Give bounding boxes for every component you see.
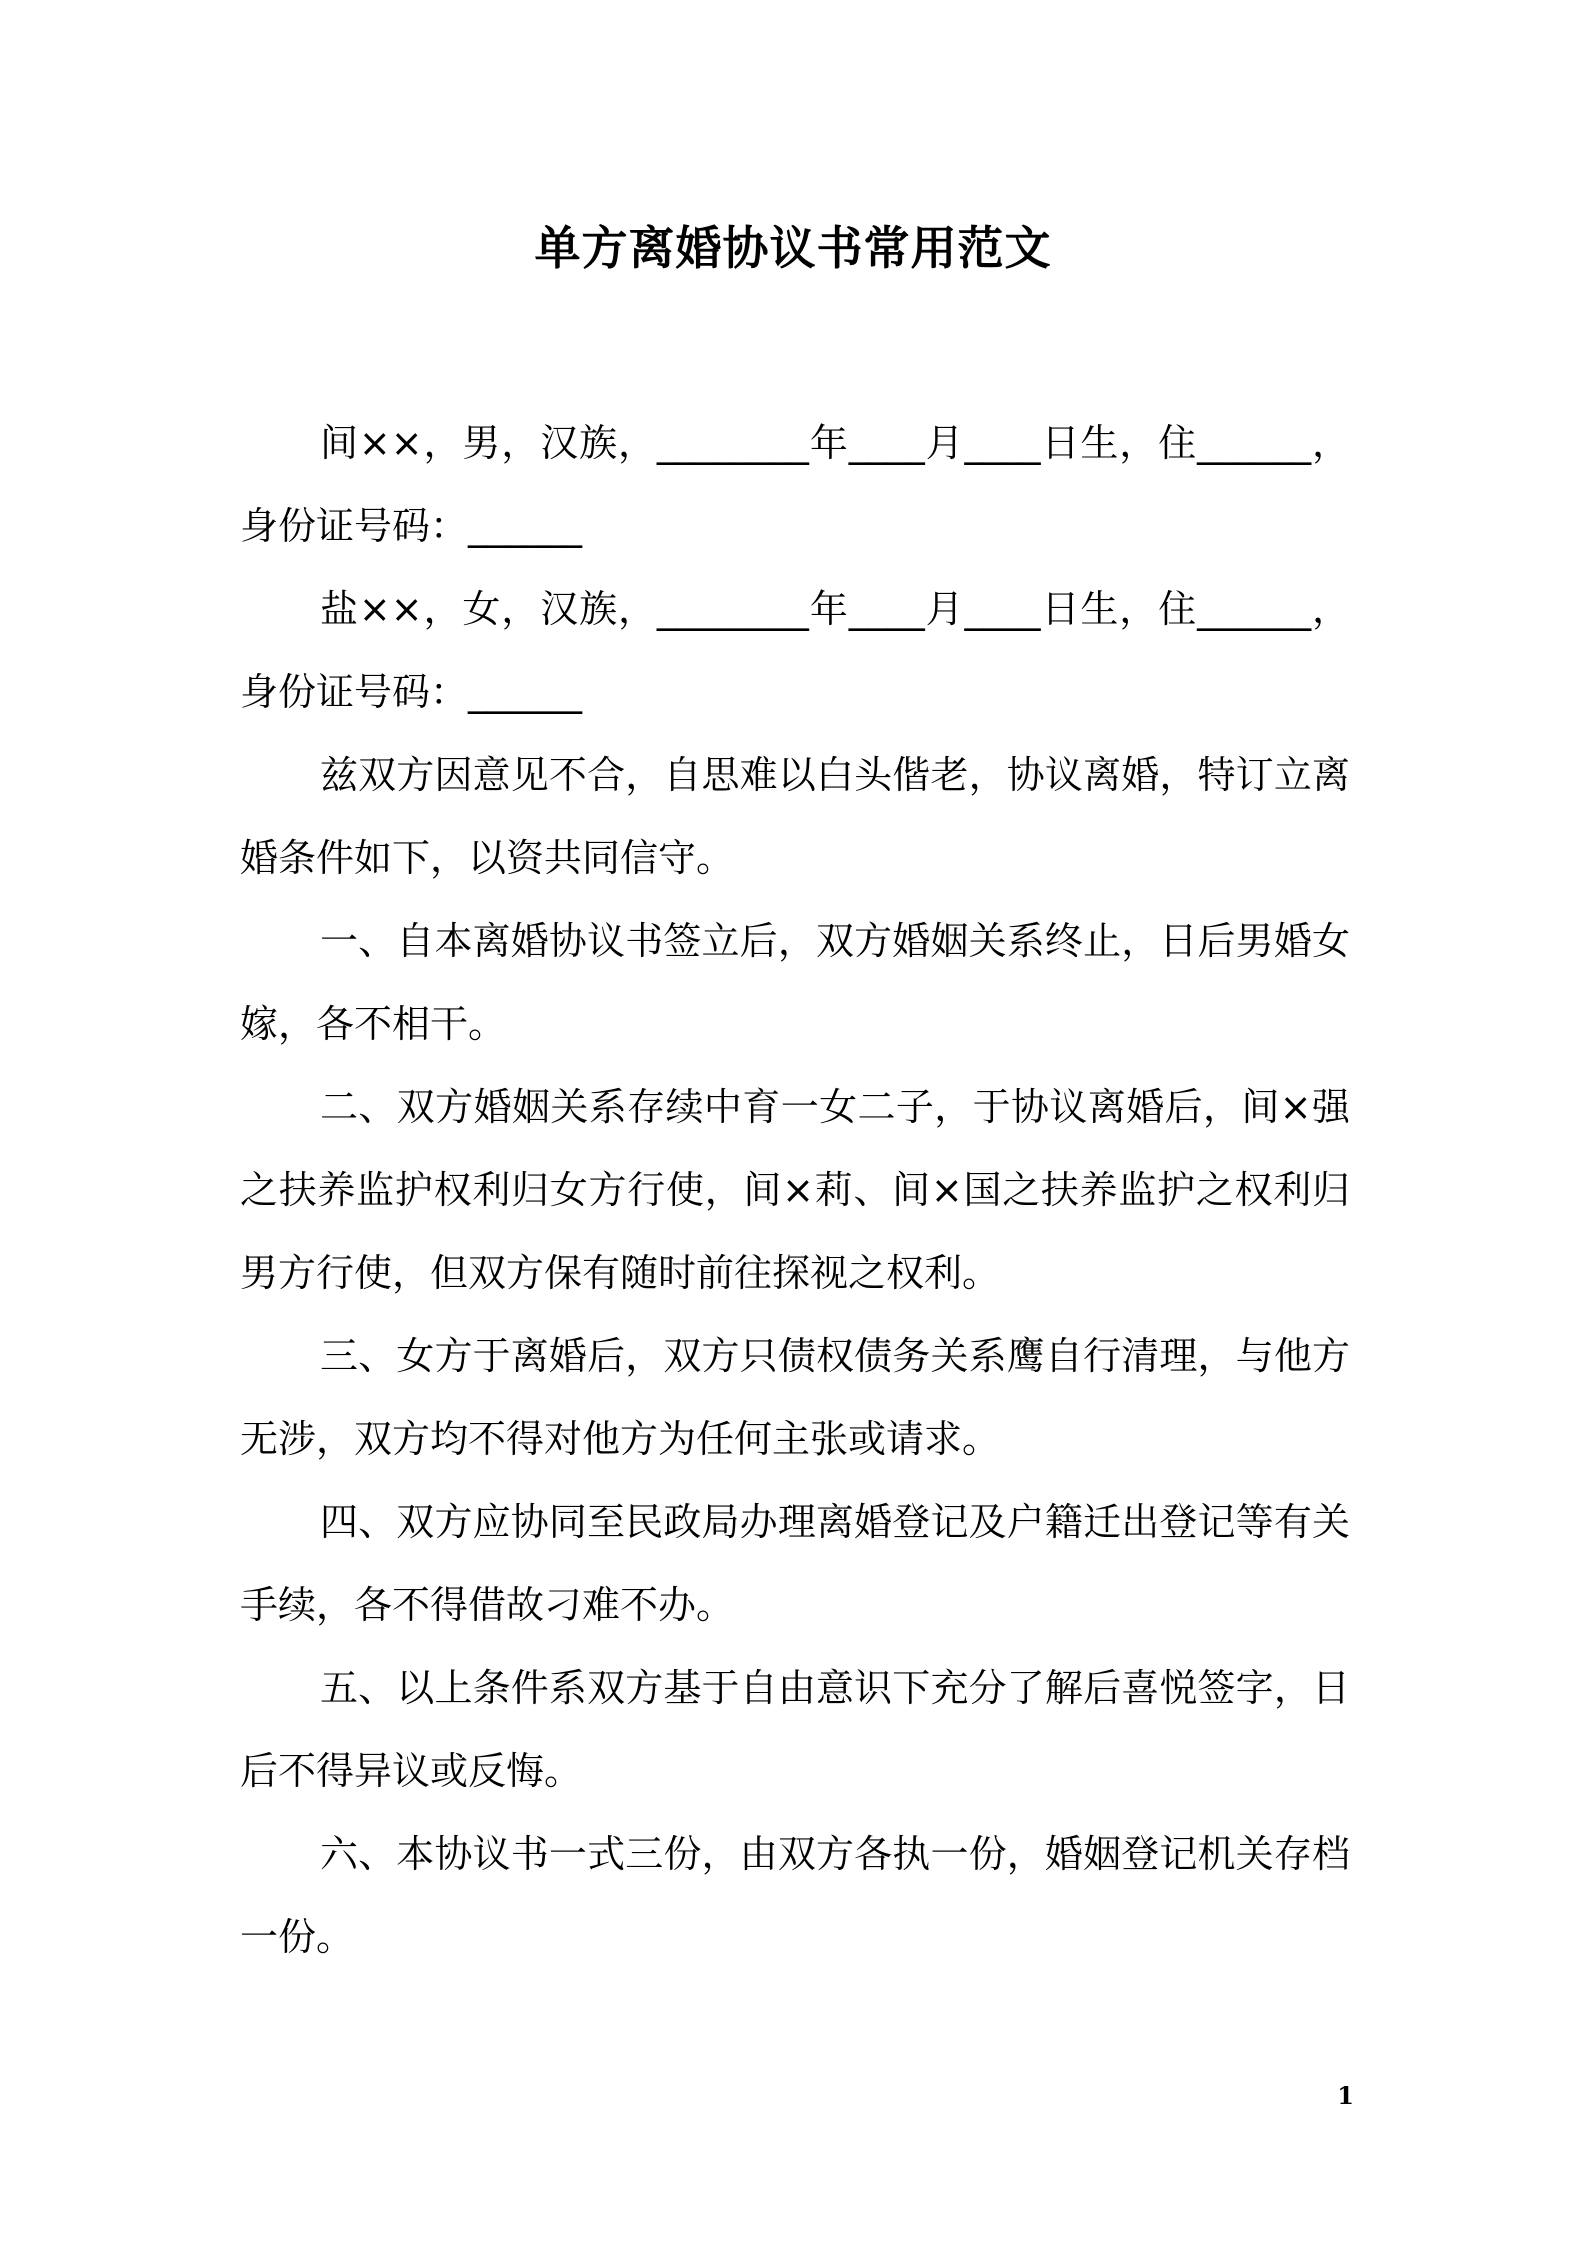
preamble-paragraph: 兹双方因意见不合，自思难以白头偕老，协议离婚，特订立离婚条件如下，以资共同信守。: [240, 753, 1350, 880]
clause-4: 四、双方应协同至民政局办理离婚登记及户籍迁出登记等有关手续，各不得借故刁难不办。: [240, 1500, 1350, 1627]
page-number: 1: [1337, 2081, 1354, 2110]
document-body: [240, 402, 1350, 1979]
party-husband-info: 间××，男，汉族，________年____月____日生，住______，身份证号码：______: [240, 421, 1350, 548]
clause-2: 二、双方婚姻关系存续中育一女二子，于协议离婚后，间×强之扶养监护权利归女方行使，间×莉、间×国之扶养监护之权利归男方行使，但双方保有随时前往探视之权利。: [240, 1085, 1350, 1295]
document-title: 单方离婚协议书常用范文: [534, 221, 1052, 275]
clause-1: 一、自本离婚协议书签立后，双方婚姻关系终止，日后男婚女嫁，各不相干。: [240, 919, 1350, 1046]
clause-5: 五、以上条件系双方基于自由意识下充分了解后喜悦签字，日后不得异议或反悔。: [240, 1666, 1350, 1793]
clause-3: 三、女方于离婚后，双方只债权债务关系鹰自行清理，与他方无涉，双方均不得对他方为任何主张或请求。: [240, 1334, 1350, 1461]
clause-6: 六、本协议书一式三份，由双方各执一份，婚姻登记机关存档一份。: [240, 1832, 1350, 1959]
party-wife-info: 盐××，女，汉族，________年____月____日生，住______，身份证号码：______: [240, 587, 1350, 714]
